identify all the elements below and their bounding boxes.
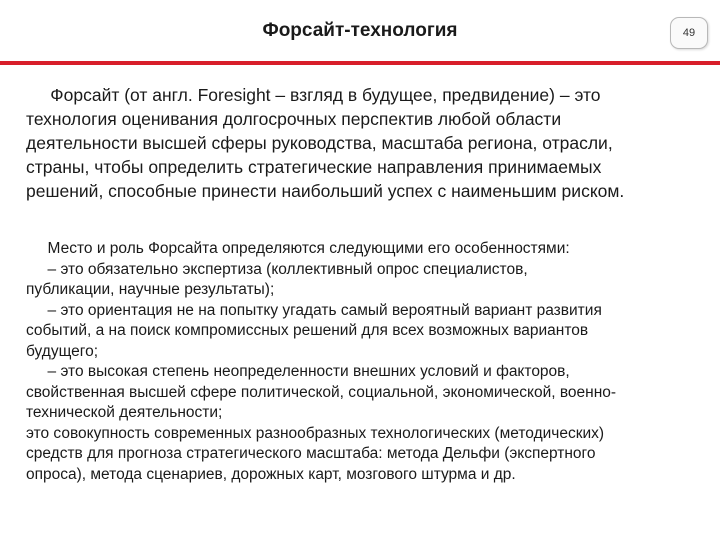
intro-line: Форсайт (от англ. Foresight – взгляд в будущее, предвидение) – это	[26, 85, 601, 105]
page-number-badge: 49	[670, 17, 708, 49]
features-line: средств для прогноза стратегического масштаба: метода Дельфи (экспертного	[26, 445, 596, 462]
features-line: свойственная высшей сфере политической, социальной, экономической, военно-	[26, 383, 617, 401]
features-line: событий, а на поиск компромиссных решений для всех возможных вариантов	[26, 322, 589, 339]
features-line: опроса), метода сценариев, дорожных карт, мозгового штурма и др.	[26, 465, 516, 483]
intro-line: технология оценивания долгосрочных перспектив любой области	[26, 109, 562, 129]
title-divider	[0, 61, 720, 65]
intro-line: деятельности высшей сферы руководства, масштаба региона, отрасли,	[26, 133, 613, 153]
features-line: будущего;	[26, 342, 99, 360]
features-line: – это ориентация не на попытку угадать самый вероятный вариант развития	[26, 301, 602, 319]
features-line: публикации, научные результаты);	[26, 281, 275, 298]
features-line: Место и роль Форсайта определяются следующими его особенностями:	[26, 240, 570, 257]
slide-title: Форсайт-технология	[262, 20, 458, 41]
intro-paragraph	[26, 83, 716, 203]
features-line: технической деятельности;	[26, 404, 223, 421]
intro-line: решений, способные принести наибольший успех с наименьшим риском.	[26, 181, 625, 201]
intro-line: страны, чтобы определить стратегические направления принимаемых	[26, 157, 602, 177]
features-line: – это обязательно экспертиза (коллективный опрос специалистов,	[26, 260, 528, 278]
features-paragraph	[26, 239, 716, 485]
features-line: – это высокая степень неопределенности внешних условий и факторов,	[26, 363, 570, 380]
features-line: это совокупность современных разнообразных технологических (методических)	[26, 424, 605, 442]
